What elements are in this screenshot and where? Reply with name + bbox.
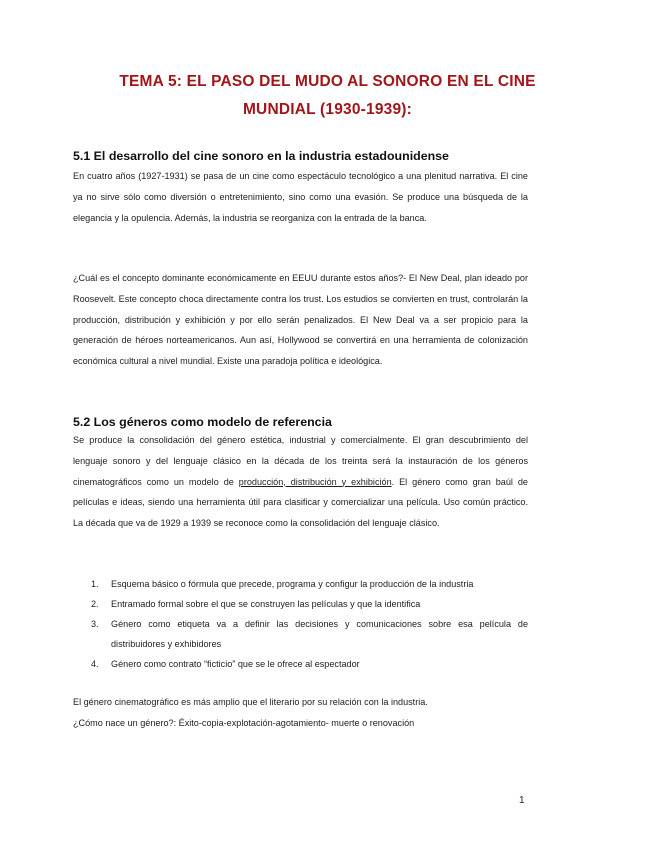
list-item-text: Entramado formal sobre el que se construyen las películas y que la identifica: [111, 599, 421, 609]
section-1-paragraph-1: En cuatro años (1927-1931) se pasa de un cine como espectáculo tecnológico a una plenitud narrativa. El cine ya no sirve sólo como diversión o entretenimiento, sino como una evasión. Se produce una búsqueda de la elegancia y la opulencia. Además, la industria se reorganiza con la entrada de la banca.: [73, 171, 528, 223]
list-item-text: Género como etiqueta va a definir las decisiones y comunicaciones sobre esa película de distribuidores y exhibidores: [111, 619, 528, 649]
list-item: [91, 614, 528, 654]
closing-line-2: ¿Cómo nace un género?: Éxito-copia-explotación-agotamiento- muerte o renovación: [73, 718, 415, 728]
list-item: [91, 654, 528, 674]
section-2-paragraph: [73, 430, 528, 534]
document-title-line-1: TEMA 5: EL PASO DEL MUDO AL SONORO EN EL CINE: [119, 73, 536, 90]
closing-line-1: El género cinematográfico es más amplio que el literario por su relación con la industria.: [73, 697, 428, 707]
section-2-paragraph-end: . El género como gran baúl de películas e ideas, siendo una herramienta útil para clasificar y comercializar una película. Uso común práctico. La década que va de 1929 a 1939 se reconoce como la consolidación del lenguaje clásico.: [73, 476, 528, 529]
list-item-number: 4.: [91, 659, 99, 669]
page-number: 1: [519, 795, 525, 806]
section-1-heading: 5.1 El desarrollo del cine sonoro en la industria estadounidense: [73, 149, 449, 163]
section-2-heading: 5.2 Los géneros como modelo de referencia: [73, 415, 332, 429]
list-item-number: 1.: [91, 579, 99, 589]
document-title-line-2: MUNDIAL (1930-1939):: [242, 101, 413, 118]
list-item: [91, 594, 528, 614]
section-1-paragraph-2: ¿Cuál es el concepto dominante económicamente en EEUU durante estos años?- El New Deal, plan ideado por Roosevelt. Este concepto choca directamente contra los trust. Los estudios se convierten en trust, controlarán la producción, distribución y exhibición y por ello serán penalizados. El New Deal va a ser propicio para la generación de héroes norteamericanos. Aun así, Hollywood se convertirá en una herramienta de colonización económica cultural a nivel mundial. Existe una paradoja política e ideológica.: [73, 273, 528, 367]
list-item: [91, 574, 528, 594]
section-2-paragraph-start: Se produce la consolidación del género estética, industrial y comercialmente. El gran descubrimiento del lenguaje sonoro y del lenguaje clásico en la década de los treinta será la instauración de los géneros cinematográficos como un modelo de: [73, 435, 528, 487]
list-item-number: 3.: [91, 619, 99, 629]
list-item-text: Género como contrato “ficticio” que se le ofrece al espectador: [111, 659, 360, 669]
underlined-phrase: producción, distribución y exhibición: [238, 476, 392, 487]
list-item-text: Esquema básico o fórmula que precede, programa y configur la producción de la industria: [111, 579, 474, 589]
genre-definition-list: [91, 574, 528, 674]
list-item-number: 2.: [91, 599, 99, 609]
